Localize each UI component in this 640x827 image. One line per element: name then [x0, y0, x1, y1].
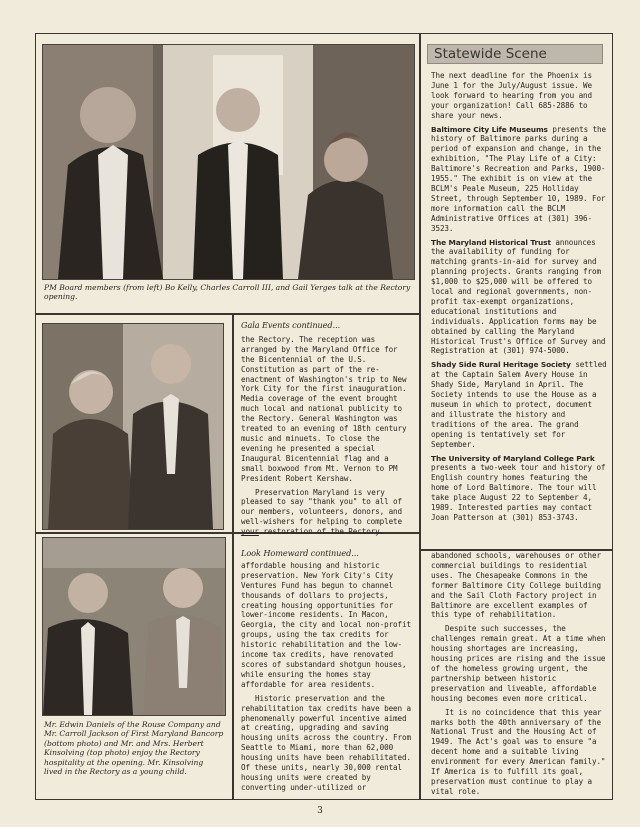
your-underline: your	[241, 527, 259, 537]
photo-daniels-jackson	[42, 537, 226, 716]
homeward-paragraph: Despite such successes, the challenges remain great. At a time when housing shortages are increasing, housing prices are rising and the issue of the homeless growing urgent, the partnership between historic preservation and liveable, affordable housing becomes even more critical.	[431, 624, 606, 703]
news-item-org: The University of Maryland College Park	[431, 453, 595, 463]
news-item: The Maryland Historical Trust announces the availability of funding for matching grants-in-aid for survey and planning projects. Grants ranging from $1,000 to $25,000 will be offered to local and regional governments, non-profit tax-exempt organizations, educational institutions and individuals. Application forms may be obtained by calling the Maryland Historical Trust's Office of Survey and Registration at (301) 974-5000.	[431, 237, 606, 356]
column-rule	[419, 33, 421, 549]
homeward-paragraph: It is no coincidence that this year marks both the 40th anniversary of the National Trust and the Housing Act of 1949. The Act's goal was to ensure "a decent home and a suitable living environment for every American family." If America is to fulfill its goal, preservation must continue to play a vital role.	[431, 707, 606, 796]
statewide-scene-column	[431, 71, 609, 527]
news-item: Shady Side Rural Heritage Society settled at the Captain Salem Avery House in Shady Side, Maryland in April. The Society intends to use the House as a museum in which to protect, document and illustrate the history and traditions of the area. The grand opening is tentatively set for September.	[431, 360, 607, 449]
section-rule	[35, 313, 420, 315]
column-rule	[419, 549, 421, 800]
homeward-paragraph: affordable housing and historic preservation. New York City's City Ventures Fund has begun to channel thousands of dollars to projects, creating housing opportunities for lower-income residents. In Macon, Georgia, the city and local non-profit groups, using the tax credits for historic rehabilitation and the low-income tax credits, have renovated scores of substandard shotgun houses, while ensuring the homes stay affordable for area residents.	[241, 560, 411, 689]
caption-board-members: PM Board members (from left) Bo Kelly, Charles Carroll III, and Gail Yerges talk at the Rectory opening.	[44, 283, 411, 302]
newsletter-deadline-notice: The next deadline for the Phoenix is June 1 for the July/August issue. We look forward to hearing from you and your organization! Call 685-2886 to share your news.	[431, 71, 592, 120]
gala-paragraph: the Rectory. The reception was arranged by the Maryland Office for the Bicentennial of the U.S. Constitution as part of the re-enactment of Washington's trip to New York City for the first inauguration. Media coverage of the event brought much local and national publicity to the Rectory. General Washington was treated to an evening of 18th century music and minuets. To close the evening he presented a special Inaugural Bicentennial flag and a small boxwood from Mt. Vernon to PM President Robert Kershaw.	[241, 334, 407, 483]
news-item-org: The Maryland Historical Trust	[431, 237, 551, 247]
news-item: The University of Maryland College Park presents a two-week tour and history of English country homes featuring the home of Lord Baltimore. The tour will take place August 22 to September 4, 1989. Interested parties may contact Joan Patterson at (301) 853-3743.	[431, 453, 606, 522]
page-number: 3	[317, 806, 323, 816]
homeward-column-1	[241, 549, 415, 797]
news-item-org: Baltimore City Life Museums	[431, 124, 548, 134]
homeward-paragraph: Historic preservation and the rehabilitation tax credits have been a phenomenally powerful incentive aimed at creating, upgrading and saving housing units across the country. From Seattle to Miami, more than 62,000 housing units have been rehabilitated. Of these units, nearly 30,000 rental housing units were created by converting under-utilized or	[241, 693, 411, 792]
news-item: Baltimore City Life Museums presents the history of Baltimore parks during a period of expansion and change, in the exhibition, "The Play Life of a City: Baltimore's Recreation and Parks, 1900-1955." The exhibit is on view at the BCLM's Peale Museum, 225 Holliday Street, through September 10, 1989. For more information call the BCLM Administrative Offices at (301) 396-3523.	[431, 124, 606, 233]
gala-events-heading: Gala Events continued...	[241, 320, 341, 330]
photo-kinsolving-couple	[42, 323, 224, 530]
homeward-column-2	[431, 551, 609, 801]
news-item-org: Shady Side Rural Heritage Society	[431, 360, 571, 370]
gala-events-column	[241, 321, 415, 541]
gala-thanks-paragraph: Preservation Maryland is very pleased to say "thank you" to all of our members, volunteers, donors, and well-wishers for helping to complete your restoration of the Rectory.	[241, 487, 402, 537]
photo-board-members	[42, 44, 415, 280]
homeward-heading: Look Homeward continued...	[241, 548, 359, 558]
column-rule	[232, 313, 234, 800]
homeward-paragraph: abandoned schools, warehouses or other commercial buildings to residential uses. The Chesapeake Commons in the former Baltimore City College building and the Sail Cloth Factory project in Baltimore are excellent examples of this type of rehabilitation.	[431, 551, 601, 620]
caption-daniels-jackson: Mr. Edwin Daniels of the Rouse Company and Mr. Carroll Jackson of First Maryland Bancorp (bottom photo) and Mr. and Mrs. Herbert Kinsolving (top photo) enjoy the Rectory hospitality at the opening. Mr. Kinsolving lived in the Rectory as a young child.	[44, 720, 224, 777]
statewide-scene-title: Statewide Scene	[427, 44, 603, 64]
